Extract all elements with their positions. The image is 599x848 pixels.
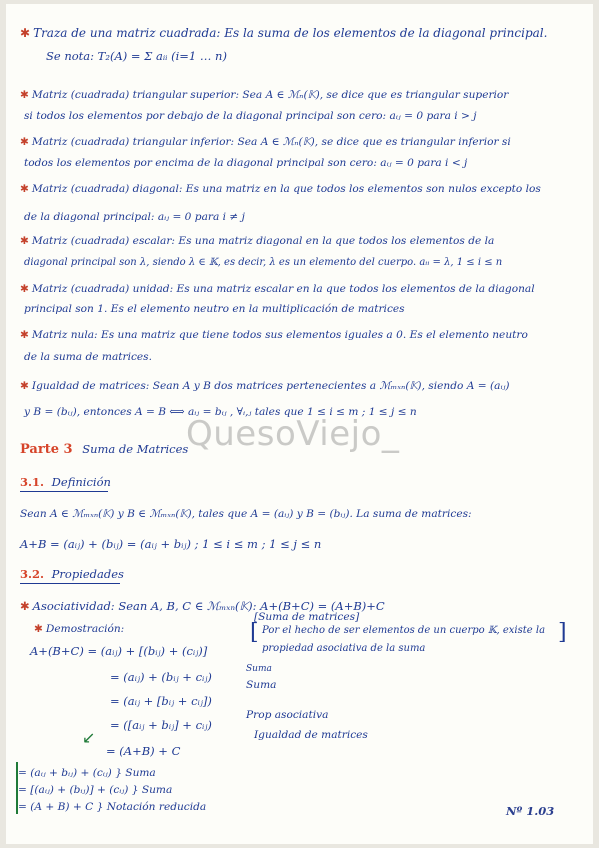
note-suma-matrices: [Suma de matrices] [254,611,360,623]
section-3-2-number: 3.2. [20,567,45,581]
page-number: Nº 1.03 [506,804,555,818]
note-propiedad-line-1: Por el hecho de ser elementos de un cuerpo 𝕂, existe la [262,625,546,636]
section-3-1-underline [20,491,108,492]
demostracion-step-3: = (aᵢⱼ + [bᵢⱼ + cᵢⱼ]) [110,694,212,708]
definition-line-2: A+B = (aᵢⱼ) + (bᵢⱼ) = (aᵢⱼ + bᵢⱼ) ; 1 ≤ i ≤ m ; 1 ≤ j ≤ n [20,537,322,551]
demostracion-step-5: = (A+B) + C [106,744,181,758]
section-3-1-heading [20,475,111,489]
traza-definition: ✱ Traza de una matriz cuadrada: Es la suma de los elementos de la diagonal principal. [20,26,548,40]
alternate-step-1: = (aᵢⱼ + bᵢⱼ) + (cᵢⱼ) } Suma [18,767,156,779]
igualdad-line-2: y B = (bᵢⱼ), entonces A = B ⟺ aᵢⱼ = bᵢⱼ , ∀ᵢ,ⱼ tales que 1 ≤ i ≤ m ; 1 ≤ j ≤ n [24,406,417,418]
igualdad-line-1: ✱ Igualdad de matrices: Sean A y B dos matrices pertenecientes a ℳₘₓₙ(𝕂), siendo A = (aᵢⱼ) [20,380,510,392]
escalar-line-1: ✱ Matriz (cuadrada) escalar: Es una matriz diagonal en la que todos los elementos de la [20,235,495,247]
nula-line-1: ✱ Matriz nula: Es una matriz que tiene todos sus elementos iguales a 0. Es el elemento neutro [20,329,528,341]
green-arrow-icon: ↙ [82,728,96,747]
section-3-2-heading [20,567,124,581]
demostracion-step-1: A+(B+C) = (aᵢⱼ) + [(bᵢⱼ) + (cᵢⱼ)] [30,644,208,658]
section-3-2-underline [20,583,120,584]
label-propiedad-asociativa: Prop asociativa [246,709,329,721]
triangular-superior-line-2: si todos los elementos por debajo de la diagonal principal son cero: aᵢⱼ = 0 para i > j [24,110,477,122]
nula-line-2: de la suma de matrices. [24,351,152,363]
section-3-1-title: Definición [51,475,111,489]
notebook-page [6,4,593,844]
note-bracket-left: [ [250,620,259,645]
unidad-line-2: principal son 1. Es el elemento neutro en la multiplicación de matrices [24,303,405,315]
section-3-1-number: 3.1. [20,475,45,489]
parte-3-title: Suma de Matrices [82,442,189,456]
demostracion-step-4: = ([aᵢⱼ + bᵢⱼ] + cᵢⱼ) [110,718,212,732]
unidad-line-1: ✱ Matriz (cuadrada) unidad: Es una matriz escalar en la que todos los elementos de la diagonal [20,283,535,295]
parte-3-heading [20,442,188,457]
label-igualdad-matrices: Igualdad de matrices [254,729,368,741]
demostracion-label: ✱ Demostración: [34,623,125,635]
diagonal-line-2: de la diagonal principal: aᵢⱼ = 0 para i ≠ j [24,211,245,223]
demostracion-step-2: = (aᵢⱼ) + (bᵢⱼ + cᵢⱼ) [110,670,212,684]
alternate-step-2: = [(aᵢⱼ) + (bᵢⱼ)] + (cᵢⱼ) } Suma [18,784,173,796]
label-suma-1: Suma [246,664,272,674]
note-bracket-right: ] [558,620,567,645]
section-3-2-title: Propiedades [51,567,124,581]
definition-line-1: Sean A ∈ ℳₘₓₙ(𝕂) y B ∈ ℳₘₓₙ(𝕂), tales que A = (aᵢⱼ) y B = (bᵢⱼ). La suma de matrices: [20,508,472,520]
green-margin-line [16,762,18,814]
parte-3-label: Parte 3 [20,442,73,457]
triangular-superior-line-1: ✱ Matriz (cuadrada) triangular superior: Sea A ∈ ℳₙ(𝕂), se dice que es triangular superior [20,89,509,101]
diagonal-line-1: ✱ Matriz (cuadrada) diagonal: Es una matriz en la que todos los elementos son nulos excepto los [20,183,541,195]
escalar-line-2: diagonal principal son λ, siendo λ ∈ 𝕂, es decir, λ es un elemento del cuerpo. aᵢᵢ = λ, 1 ≤ i ≤ n [24,257,503,268]
asociatividad-line: ✱ Asociatividad: Sean A, B, C ∈ ℳₘₓₙ(𝕂): A+(B+C) = (A+B)+C [20,599,385,613]
triangular-inferior-line-1: ✱ Matriz (cuadrada) triangular inferior: Sea A ∈ ℳₙ(𝕂), se dice que es triangular inferior si [20,136,511,148]
label-suma-2: Suma [246,679,277,691]
watermark: QuesoViejo_ [186,414,400,454]
note-propiedad-line-2: propiedad asociativa de la suma [262,643,426,654]
traza-formula: Se nota: T₂(A) = Σ aᵢᵢ (i=1 … n) [46,49,227,63]
triangular-inferior-line-2: todos los elementos por encima de la diagonal principal son cero: aᵢⱼ = 0 para i < j [24,157,468,169]
alternate-step-3: = (A + B) + C } Notación reducida [18,801,207,813]
